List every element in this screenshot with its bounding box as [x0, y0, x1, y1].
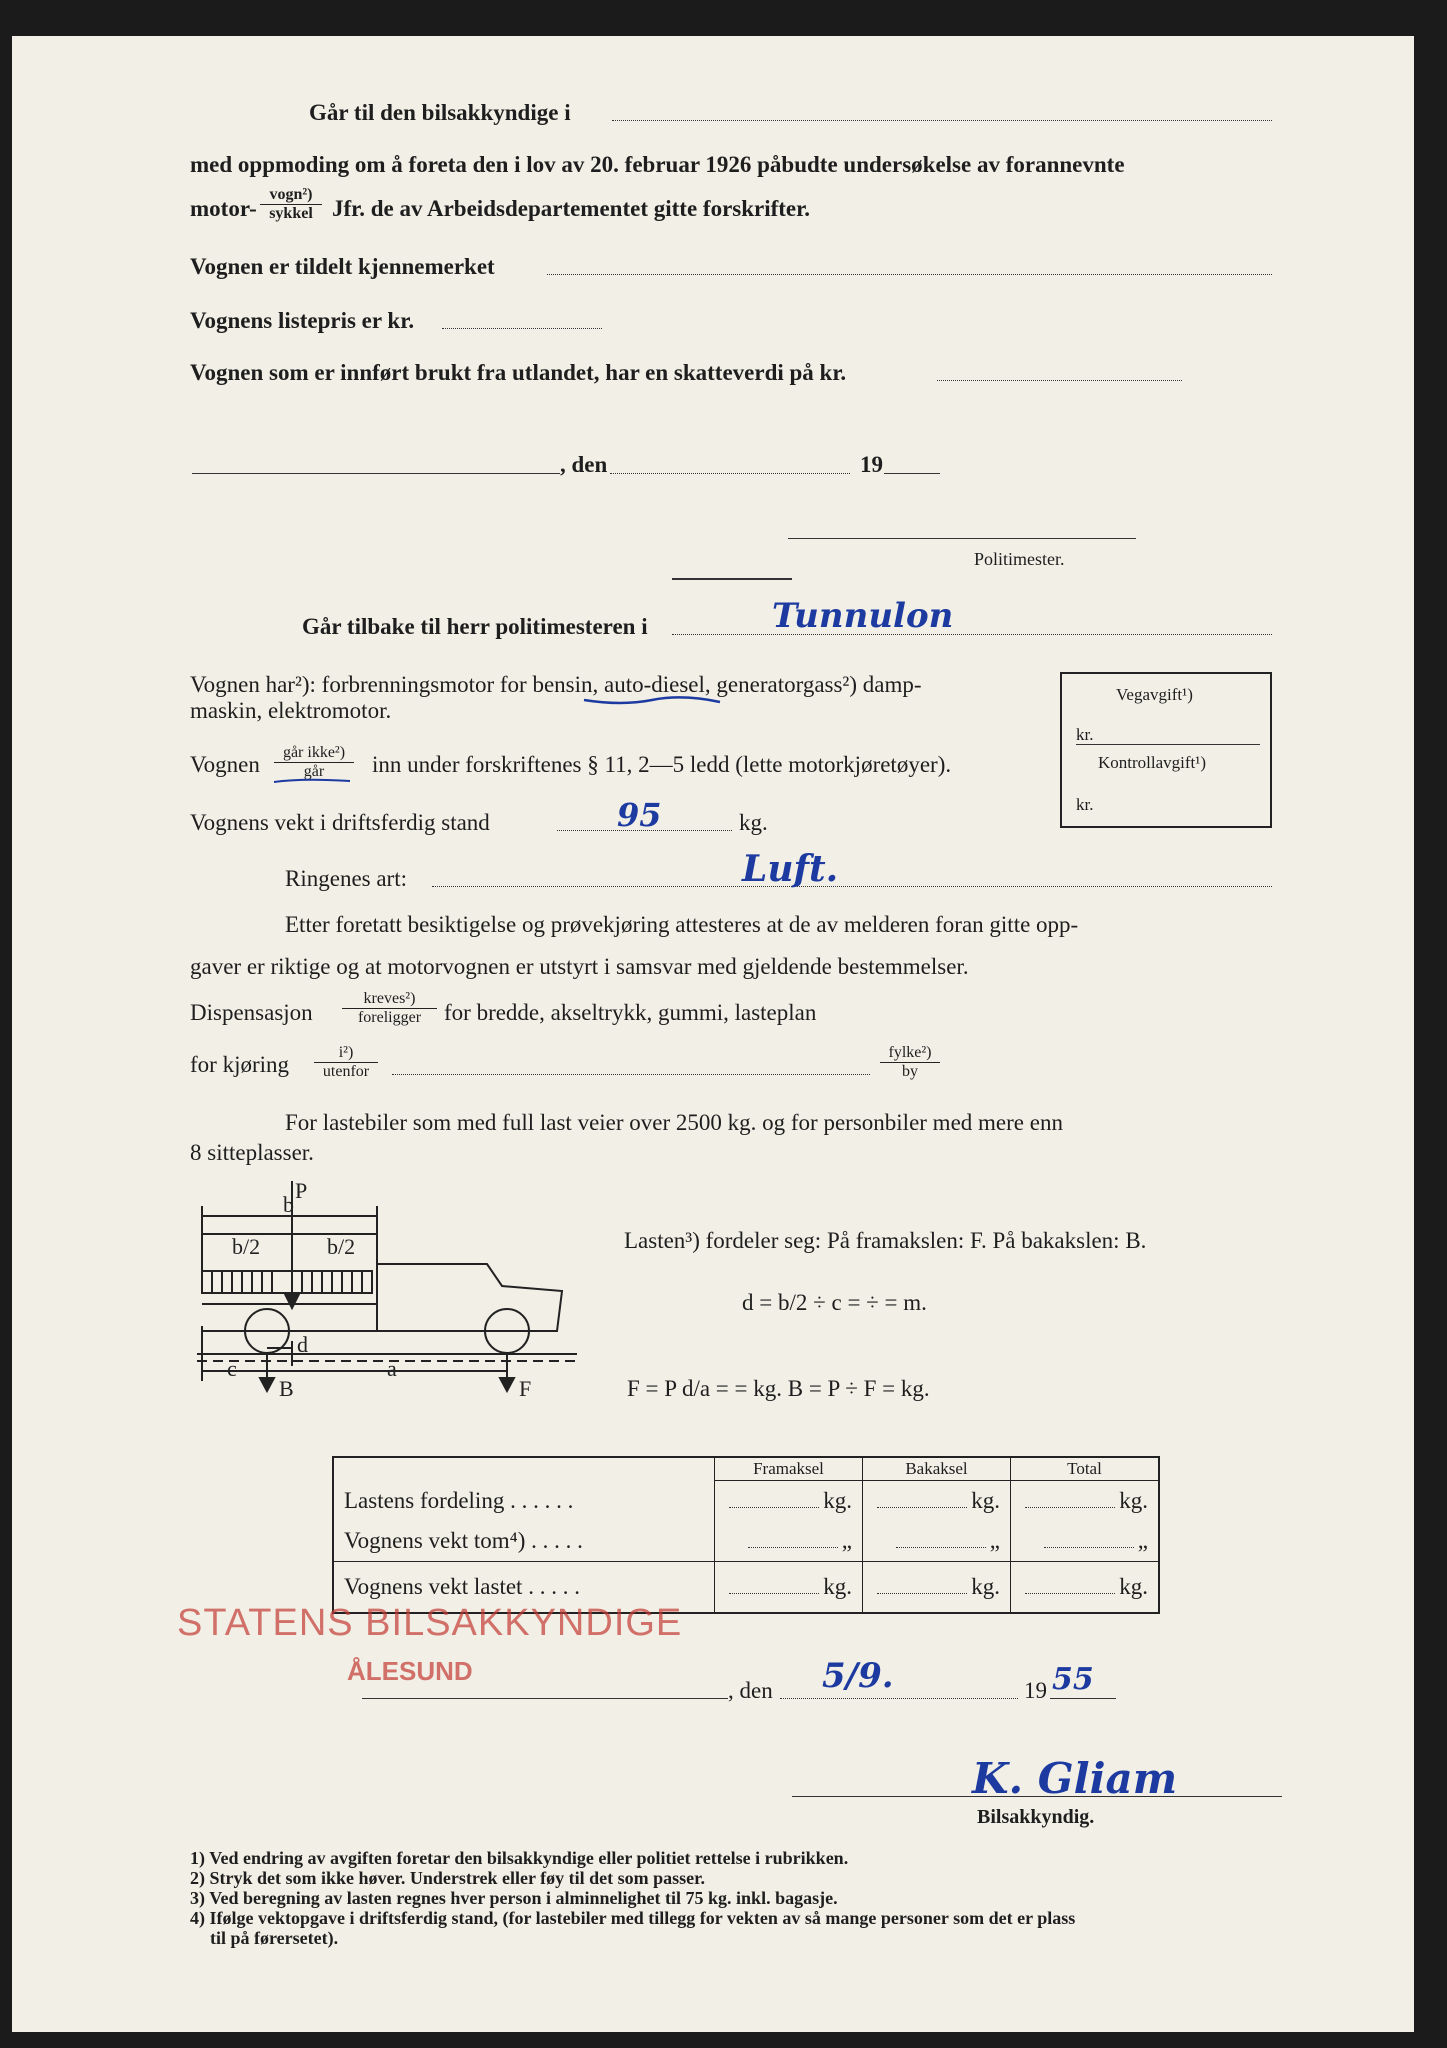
footnote-4-cont: til på førersetet).	[210, 1928, 339, 1948]
weight-label: Vognens vekt i driftsferdig stand	[190, 810, 490, 835]
year2-field[interactable]	[1050, 1698, 1116, 1699]
fee-box	[1060, 672, 1272, 828]
header-total: Total	[1010, 1457, 1159, 1481]
section-divider	[672, 578, 792, 580]
motor-type-line-1: Vognen har²): forbrenningsmotor for bensin, auto-diesel, generatorgass²) damp-	[190, 672, 922, 697]
rings-label: Ringenes art:	[285, 866, 407, 891]
list-price-field[interactable]	[442, 328, 602, 329]
date-handwriting: 5/9.	[822, 1656, 894, 1696]
drive-place-field[interactable]	[392, 1074, 870, 1075]
label-b: b	[283, 1192, 294, 1217]
table-row: Vognens vekt tom⁴) . . . . . „ „ „	[333, 1521, 1159, 1562]
row-label: Vognens vekt lastet . . . . .	[333, 1562, 715, 1614]
header-bakaksel: Bakaksel	[862, 1457, 1010, 1481]
rings-field[interactable]	[432, 886, 1272, 887]
motor-prefix: motor-	[190, 196, 257, 221]
weight-handwriting: 95	[617, 796, 662, 834]
under-prefix: Vognen	[190, 752, 260, 777]
bilsakkyndig-label: Bilsakkyndig.	[977, 1806, 1095, 1828]
inspection-date-field[interactable]	[780, 1698, 1018, 1699]
year-prefix: 19	[860, 452, 883, 477]
trucks-line-1: For lastebiler som med full last veier over 2500 kg. og for personbiler med mere enn	[285, 1110, 1063, 1135]
returns-to-label: Går tilbake til herr politimesteren i	[302, 614, 648, 639]
returns-to-field[interactable]	[672, 634, 1272, 635]
imported-label: Vognen som er innført brukt fra utlandet, har en skatteverdi på kr.	[190, 360, 847, 385]
drive-fraction: i²) utenfor	[314, 1044, 378, 1081]
disp-suffix: for bredde, akseltrykk, gummi, lasteplan	[444, 1000, 817, 1025]
year2-prefix: 19	[1024, 1678, 1047, 1703]
politimester-signature-line	[788, 538, 1136, 539]
row-label: Vognens vekt tom⁴) . . . . .	[344, 1528, 583, 1553]
footnote-4: 4) Ifølge vektopgave i driftsferdig stand, (for lastebiler med tillegg for vekten av så mange personer som det er plass	[190, 1908, 1076, 1928]
motor-type-line-2: maskin, elektromotor.	[190, 698, 392, 723]
kontrollavgift-kr: kr.	[1076, 795, 1094, 814]
gar-underline	[272, 776, 352, 786]
reg-mark-field[interactable]	[547, 274, 1272, 275]
kontrollavgift-label: Kontrollavgift¹)	[1098, 753, 1207, 772]
bensin-underline	[582, 694, 722, 708]
header-framaksel: Framaksel	[715, 1457, 863, 1481]
rings-handwriting: Luft.	[742, 848, 839, 890]
county-fraction: fylke²) by	[880, 1044, 940, 1081]
goes-to-label: Går til den bilsakkyndige i	[309, 100, 571, 125]
inspector-signature: K. Gliam	[972, 1754, 1178, 1803]
vegavgift-field[interactable]	[1076, 744, 1260, 745]
goes-to-field[interactable]	[612, 120, 1272, 121]
inspection-place-field[interactable]	[362, 1698, 728, 1699]
reg-mark-label: Vognen er tildelt kjennemerket	[190, 254, 495, 279]
date-field[interactable]	[610, 473, 850, 474]
axle-load-diagram	[197, 1176, 587, 1396]
label-B: B	[279, 1376, 294, 1396]
trucks-line-2: 8 sitteplasser.	[190, 1140, 314, 1165]
request-line: med oppmoding om å foreta den i lov av 20. februar 1926 påbudte undersøkelse av forannevnte	[190, 152, 1125, 177]
attest-line-2: gaver er riktige og at motorvognen er utstyrt i samsvar med gjeldende bestemmelser.	[190, 954, 969, 979]
label-b-half-right: b/2	[327, 1234, 356, 1259]
under-fraction: går ikke²) går	[274, 744, 354, 781]
load-distribution: Lasten³) fordeler seg: På framakslen: F. På bakakslen: B.	[624, 1228, 1147, 1253]
footnote-2: 2) Stryk det som ikke høver. Understrek eller føy til det som passer.	[190, 1868, 705, 1888]
label-a: a	[387, 1356, 397, 1381]
formula-d: d = b/2 ÷ c = ÷ = m.	[742, 1290, 927, 1315]
motor-fraction: vogn²) sykkel	[260, 186, 322, 223]
table-row: Vognens vekt lastet . . . . . kg. kg. kg.	[333, 1562, 1159, 1614]
under-suffix: inn under forskriftenes § 11, 2—5 ledd (lette motorkjøretøyer).	[372, 752, 952, 777]
vegavgift-kr: kr.	[1076, 725, 1094, 744]
document-page	[12, 36, 1414, 2032]
vegavgift-label: Vegavgift¹)	[1116, 685, 1193, 704]
year-field[interactable]	[884, 473, 940, 474]
den-label: , den	[560, 452, 608, 477]
stamp-line-2: ÅLESUND	[347, 1656, 473, 1686]
place-field[interactable]	[192, 473, 560, 474]
formula-f: F = P d/a = = kg. B = P ÷ F = kg.	[627, 1376, 930, 1401]
den2-label: , den	[728, 1678, 773, 1703]
stamp-line-1: STATENS BILSAKKYNDIGE	[177, 1602, 683, 1644]
disp-prefix: Dispensasjon	[190, 1000, 313, 1025]
politimester-label: Politimester.	[974, 549, 1065, 569]
table-row: Lastens fordeling . . . . . . kg. kg. kg.	[333, 1481, 1159, 1522]
weight-table	[332, 1456, 1160, 1614]
label-d: d	[297, 1332, 308, 1357]
weight-unit: kg.	[739, 810, 768, 835]
row-label: Lastens fordeling . . . . . .	[344, 1487, 574, 1513]
label-P: P	[295, 1178, 308, 1203]
attest-line-1: Etter foretatt besiktigelse og prøvekjøring attesteres at de av melderen foran gitte opp-	[285, 912, 1079, 937]
footnote-1: 1) Ved endring av avgiften foretar den bilsakkyndige eller politiet rettelse i rubrikken.	[190, 1848, 849, 1868]
label-F: F	[519, 1376, 532, 1396]
label-c: c	[227, 1356, 237, 1381]
label-b-half-left: b/2	[232, 1234, 261, 1259]
disp-fraction: kreves²) foreligger	[342, 990, 437, 1027]
motor-suffix: Jfr. de av Arbeidsdepartementet gitte forskrifter.	[332, 196, 810, 221]
return-place-handwriting: Tunnulon	[772, 596, 954, 636]
drive-prefix: for kjøring	[190, 1052, 290, 1077]
footnote-3: 3) Ved beregning av lasten regnes hver person i alminnelighet til 75 kg. inkl. bagasje.	[190, 1888, 838, 1908]
list-price-label: Vognens listepris er kr.	[190, 308, 415, 333]
imported-value-field[interactable]	[937, 380, 1182, 381]
year-handwriting: 55	[1052, 1662, 1094, 1697]
